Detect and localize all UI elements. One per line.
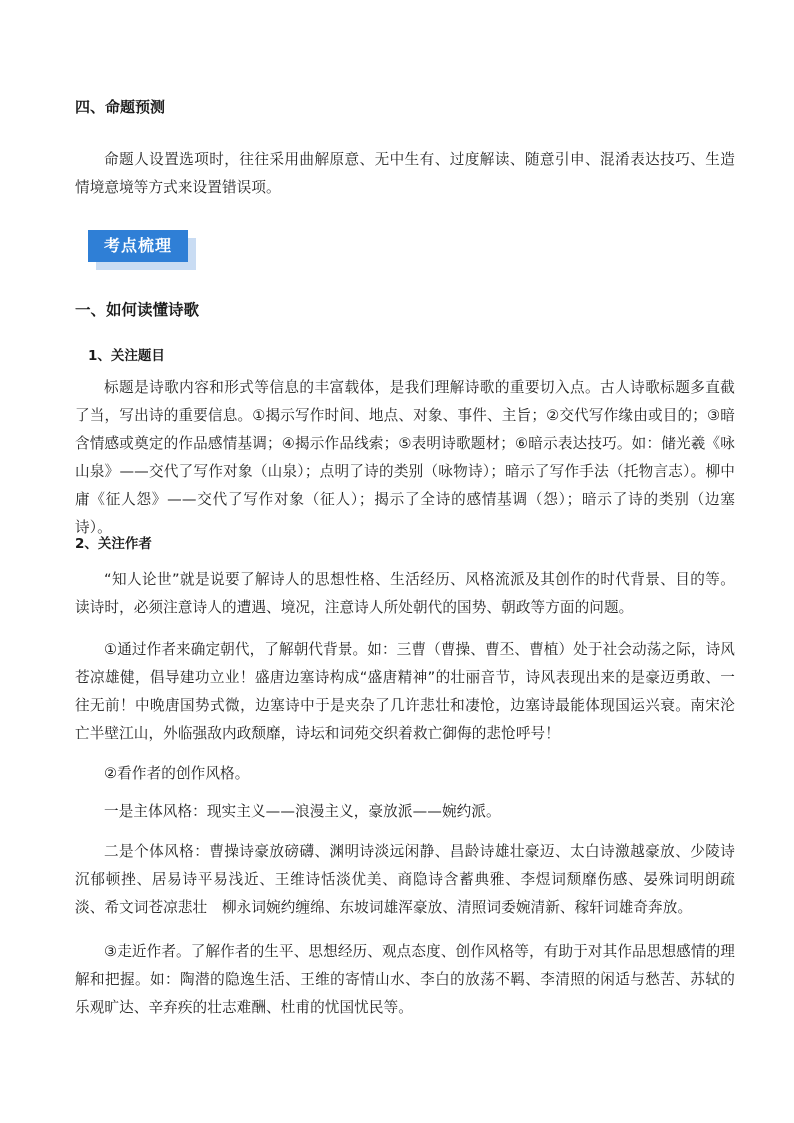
subheading-title: 1、关注题目 (88, 348, 165, 364)
author-paragraph-4: 一是主体风格：现实主义——浪漫主义，豪放派——婉约派。 (104, 803, 501, 820)
section-heading-read-poetry: 一、如何读懂诗歌 (75, 301, 200, 319)
author-paragraph-6: ③走近作者。了解作者的生平、思想经历、观点态度、创作风格等，有助于对其作品思想感情的理解和把握。如：陶潜的隐逸生活、王维的寄情山水、李白的放荡不羁、李清照的闲适与愁苦、苏轼的乐观旷达、辛弃疾的壮志难酬、杜甫的忧国忧民等。 (75, 943, 735, 1016)
author-paragraph-5: 二是个体风格：曹操诗豪放磅礴、渊明诗淡远闲静、昌龄诗雄壮豪迈、太白诗激越豪放、少陵诗沉郁顿挫、居易诗平易浅近、王维诗恬淡优美、商隐诗含蓄典雅、李煜词颓靡伤感、晏殊词明朗疏淡、希文词苍凉悲壮 柳永词婉约缠绵、东坡词雄浑豪放、清照词委婉清新、稼轩词雄奇奔放。 (75, 843, 735, 916)
title-paragraph: 标题是诗歌内容和形式等信息的丰富载体，是我们理解诗歌的重要切入点。古人诗歌标题多直截了当，写出诗的重要信息。①揭示写作时间、地点、对象、事件、主旨；②交代写作缘由或目的；③暗含情感或奠定的作品感情基调；④揭示作品线索；⑤表明诗歌题材；⑥暗示表达技巧。如：储光羲《咏山泉》——交代了写作对象（山泉）；点明了诗的类别（咏物诗）；暗示了写作手法（托物言志）。柳中庸《征人怨》——交代了写作对象（征人）；揭示了全诗的感情基调（怨）；暗示了诗的类别（边塞诗）。 (75, 379, 735, 536)
subheading-author: 2、关注作者 (75, 536, 152, 552)
badge-label: 考点梳理 (88, 230, 188, 262)
author-paragraph-1: “知人论世”就是说要了解诗人的思想性格、生活经历、风格流派及其创作的时代背景、目的等。读诗时，必须注意诗人的遭遇、境况，注意诗人所处朝代的国势、朝政等方面的问题。 (75, 571, 735, 616)
section4-paragraph: 命题人设置选项时，往往采用曲解原意、无中生有、过度解读、随意引申、混淆表达技巧、生造情境意境等方式来设置错误项。 (75, 151, 735, 196)
author-paragraph-3: ②看作者的创作风格。 (104, 765, 250, 782)
author-paragraph-2: ①通过作者来确定朝代，了解朝代背景。如：三曹（曹操、曹丕、曹植）处于社会动荡之际，诗风苍凉雄健，倡导建功立业！盛唐边塞诗构成“盛唐精神”的壮丽音节，诗风表现出来的是豪迈勇敢、一往无前！中晚唐国势式微，边塞诗中于是夹杂了几许悲壮和凄怆，边塞诗最能体现国运兴衰。南宋沦亡半壁江山，外临强敌内政颓靡，诗坛和词苑交织着救亡御侮的悲怆呼号！ (75, 641, 735, 742)
key-points-badge (88, 230, 198, 270)
section-heading-predictions: 四、命题预测 (75, 98, 166, 116)
